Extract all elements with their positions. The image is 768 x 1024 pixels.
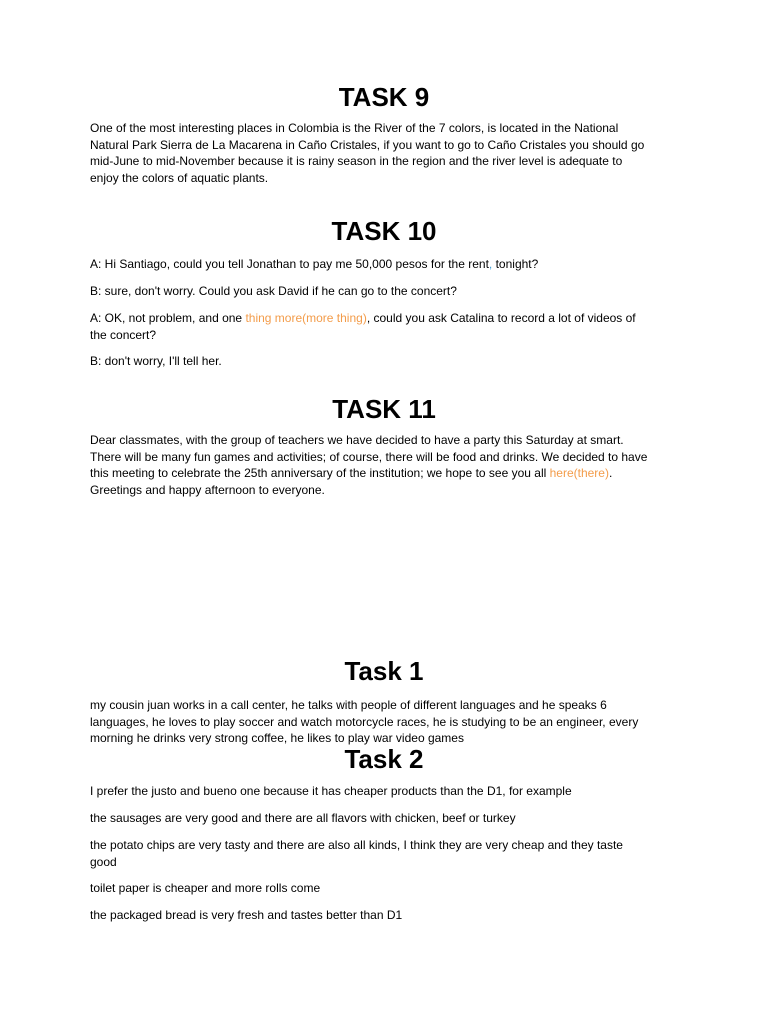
task9-line: enjoy the colors of aquatic plants. — [90, 170, 269, 185]
task9-paragraph — [90, 120, 682, 186]
task10-b2-text: B: don't worry, I'll tell her. — [90, 354, 222, 368]
task10-line-a2 — [90, 310, 682, 343]
task1-heading: Task 1 — [344, 656, 424, 686]
task10-line-a1 — [90, 256, 682, 273]
task10-heading: TASK 10 — [331, 216, 437, 246]
task2-paragraph-3 — [90, 837, 682, 870]
task11-line3-text: this meeting to celebrate the 25th anniversary of the institution; we hope to see you all — [90, 466, 550, 480]
task1-line: languages, he loves to play soccer and watch motorcycle races, he is studying to be an engineer, every — [90, 714, 639, 729]
task10-b1-text: B: sure, don't worry. Could you ask David if he can go to the concert? — [90, 284, 457, 298]
task2-paragraph-5 — [90, 907, 682, 924]
task2-line: the potato chips are very tasty and there are also all kinds, I think they are very cheap and they taste — [90, 838, 623, 852]
task9-line: Natural Park Sierra de La Macarena in Caño Cristales, if you want to go to Caño Cristales you should go — [90, 137, 645, 152]
task9-heading: TASK 9 — [338, 82, 430, 112]
task2-paragraph-1 — [90, 783, 682, 800]
task2-heading: Task 2 — [344, 744, 424, 774]
task2-line: good — [90, 854, 117, 869]
task10-a1-comma: , — [488, 257, 493, 271]
task10-line-b1 — [90, 283, 682, 300]
task2-paragraph-4 — [90, 880, 682, 897]
task2-line: I prefer the justo and bueno one because it has cheaper products than the D1, for example — [90, 784, 572, 798]
task11-line: Dear classmates, with the group of teachers we have decided to have a party this Saturday at smart. — [90, 433, 624, 447]
task10-line-b2 — [90, 353, 682, 370]
task2-line: the packaged bread is very fresh and tastes better than D1 — [90, 908, 403, 922]
task11-line3-end: . — [608, 466, 613, 480]
task1-line: my cousin juan works in a call center, he talks with people of different languages and he speaks 6 — [90, 698, 607, 712]
task2-line: toilet paper is cheaper and more rolls come — [90, 881, 321, 895]
task11-line: There will be many fun games and activities; of course, there will be food and drinks. We decided to have — [90, 449, 648, 464]
task10-a1-text: A: Hi Santiago, could you tell Jonathan to pay me 50,000 pesos for the rent — [90, 257, 489, 271]
task1-line: morning he drinks very strong coffee, he likes to play war video games — [90, 731, 464, 745]
task11-paragraph — [90, 432, 682, 498]
task2-line: the sausages are very good and there are all flavors with chicken, beef or turkey — [90, 811, 516, 825]
task2-paragraph-2 — [90, 810, 682, 827]
task10-a1-text-end: tonight? — [492, 257, 539, 271]
task10-a2-correction: thing more(more thing) — [245, 311, 367, 325]
task10-a2-text: A: OK, not problem, and one — [90, 311, 246, 325]
task11-heading: TASK 11 — [332, 394, 436, 424]
task9-line: mid-June to mid-November because it is rainy season in the region and the river level is adequate to — [90, 154, 623, 168]
task10-a2-text-end: , could you ask Catalina to record a lot of videos of — [366, 311, 636, 325]
task11-correction: here(there) — [549, 466, 609, 480]
task10-a2-cont: the concert? — [90, 327, 157, 342]
task1-paragraph — [90, 697, 682, 747]
task9-line: One of the most interesting places in Colombia is the River of the 7 colors, is located in the National — [90, 121, 619, 135]
task11-line: Greetings and happy afternoon to everyone. — [90, 482, 325, 497]
